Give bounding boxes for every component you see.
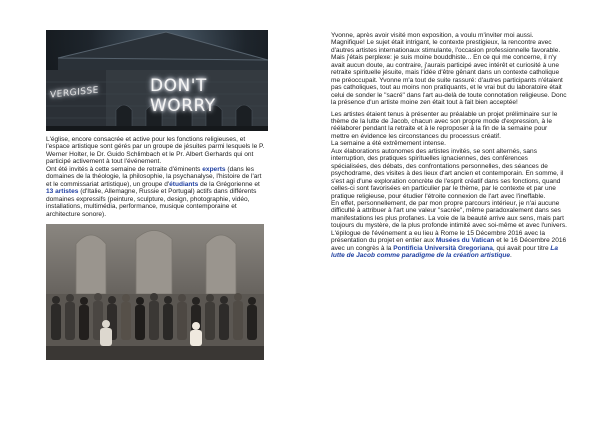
left-paragraph-2: [46, 166, 268, 218]
highlight-students: étudiants: [169, 180, 199, 188]
left-paragraph-1: L'église, encore consacrée et active pour les fonctions religieuses, et l'espace artistique sont gérés par un groupe de jésuites parmi lesquels le P. Werner Holter, le Dr. Guido Schlimbach et le Pr. Albert Gerhards qui ont participé activement à tout l'événement.: [46, 136, 265, 166]
right-column: [331, 32, 567, 260]
highlight-gregoriana: Pontificia Università Gregoriana: [393, 244, 493, 252]
text-run: .: [510, 252, 512, 260]
left-column: [46, 30, 268, 360]
text-run: de la Grégorienne et: [198, 180, 260, 188]
church-night-photo: [46, 30, 268, 131]
highlight-artists: 13 artistes: [46, 188, 79, 196]
right-paragraph-5: En effet, personnellement, de par mon propre parcours intérieur, je n'ai aucune difficulté à attribuer à l'art une valeur "sacrée", même paradoxalement dans ses manifestations les plus profanes. La voie de la beauté arrive aux sens, mais part toujours du mystère, de la plus profonde intimité avec soi-même et avec l'univers.: [331, 199, 567, 230]
neon-sign-main: DON'T WORRY: [150, 76, 216, 116]
text-run: et le 16 Décembre 2016 avec un congrès à la: [331, 237, 567, 252]
right-paragraph-4: Aux élaborations autonomes des artistes invités, se sont alternés, sans interruption, des pratiques spirituelles ignaciennes, des conférences spécialisées, des débats, des confrontations personnelles, des séances de psychodrame, des visites à des lieux d'art ancien et contemporain. En somme, il s'est agi d'une exploration concrète de l'esprit créatif dans ses fonctions, quand celles-ci sont favorisées en particulier par le thème, par le contexte et par une pratique religieuse, pour étudier l'étroite connexion de l'art avec l'ineffable.: [331, 147, 564, 200]
right-paragraph-6: [331, 230, 567, 260]
text-run: Ont été invités à cette semaine de retraite d'éminents: [46, 165, 203, 173]
text-run: (d'Italie, Allemagne, Russie et Portugal) actifs dans différents domaines expressifs (peinture, sculpture, design, photographie, vidéo, installations, multimédia, performance, musique contemporaine et architecture sonore).: [46, 188, 257, 218]
right-paragraph-2: Les artistes étaient tenus à présenter au préalable un projet préliminaire sur le thème de la lutte de Jacob, chacun avec son propre mode d'expression, à le réélaborer pendant la retraite et à le reproposer à la fin de la semaine pour mettre en évidence les circonstances du processus créatif.: [331, 110, 558, 140]
neon-sign-side: VERGISSE: [50, 85, 99, 101]
text-run: (dans les domaines de la théologie, la philosophie, la psychanalyse, l'histoire de l'art et le commissariat artistique), un groupe d': [46, 165, 262, 188]
right-paragraph-3: La semaine a été extrêmement intense.: [331, 140, 446, 148]
highlight-experts: experts: [202, 165, 226, 173]
highlight-congress-title: La lutte de Jacob comme paradigme de la création artistique: [331, 244, 559, 260]
group-photo-illustration: [46, 224, 264, 360]
highlight-vatican-museums: Musées du Vatican: [435, 237, 495, 245]
text-run: , qui avait pour titre: [492, 244, 551, 252]
group-photo: [46, 224, 264, 360]
text-run: L'épilogue de l'événement a eu lieu à Rome le 15 Décembre 2016 avec la présentation du projet en entier aux: [331, 229, 545, 245]
right-paragraph-1: Yvonne, après avoir visité mon exposition, a voulu m'inviter moi aussi. Magnifique! Le sujet était intrigant, le contexte prestigieux, la rencontre avec d'autres artistes internationaux stimulante, l'occasion professionnelle favorable. Mais j'étais perplexe: je suis moine bouddhiste... En ce qui me concerne, il n'y avait aucun doute, au contraire, j'aurais participé avec intérêt et curiosité à une retraite spirituelle jésuite, mais l'idée d'être gênant dans un contexte catholique me préoccupait. Yvonne m'a tout de suite rassuré: d'autres participants n'étaient pas catholiques, tout au moins non pratiquants, et le vrai but du laboratoire était celui de sonder le "sacré" dans l'art au-delà de toute connotation religieuse. Donc la présence d'un artiste moine zen était tout à fait bien acceptée!: [331, 32, 567, 107]
